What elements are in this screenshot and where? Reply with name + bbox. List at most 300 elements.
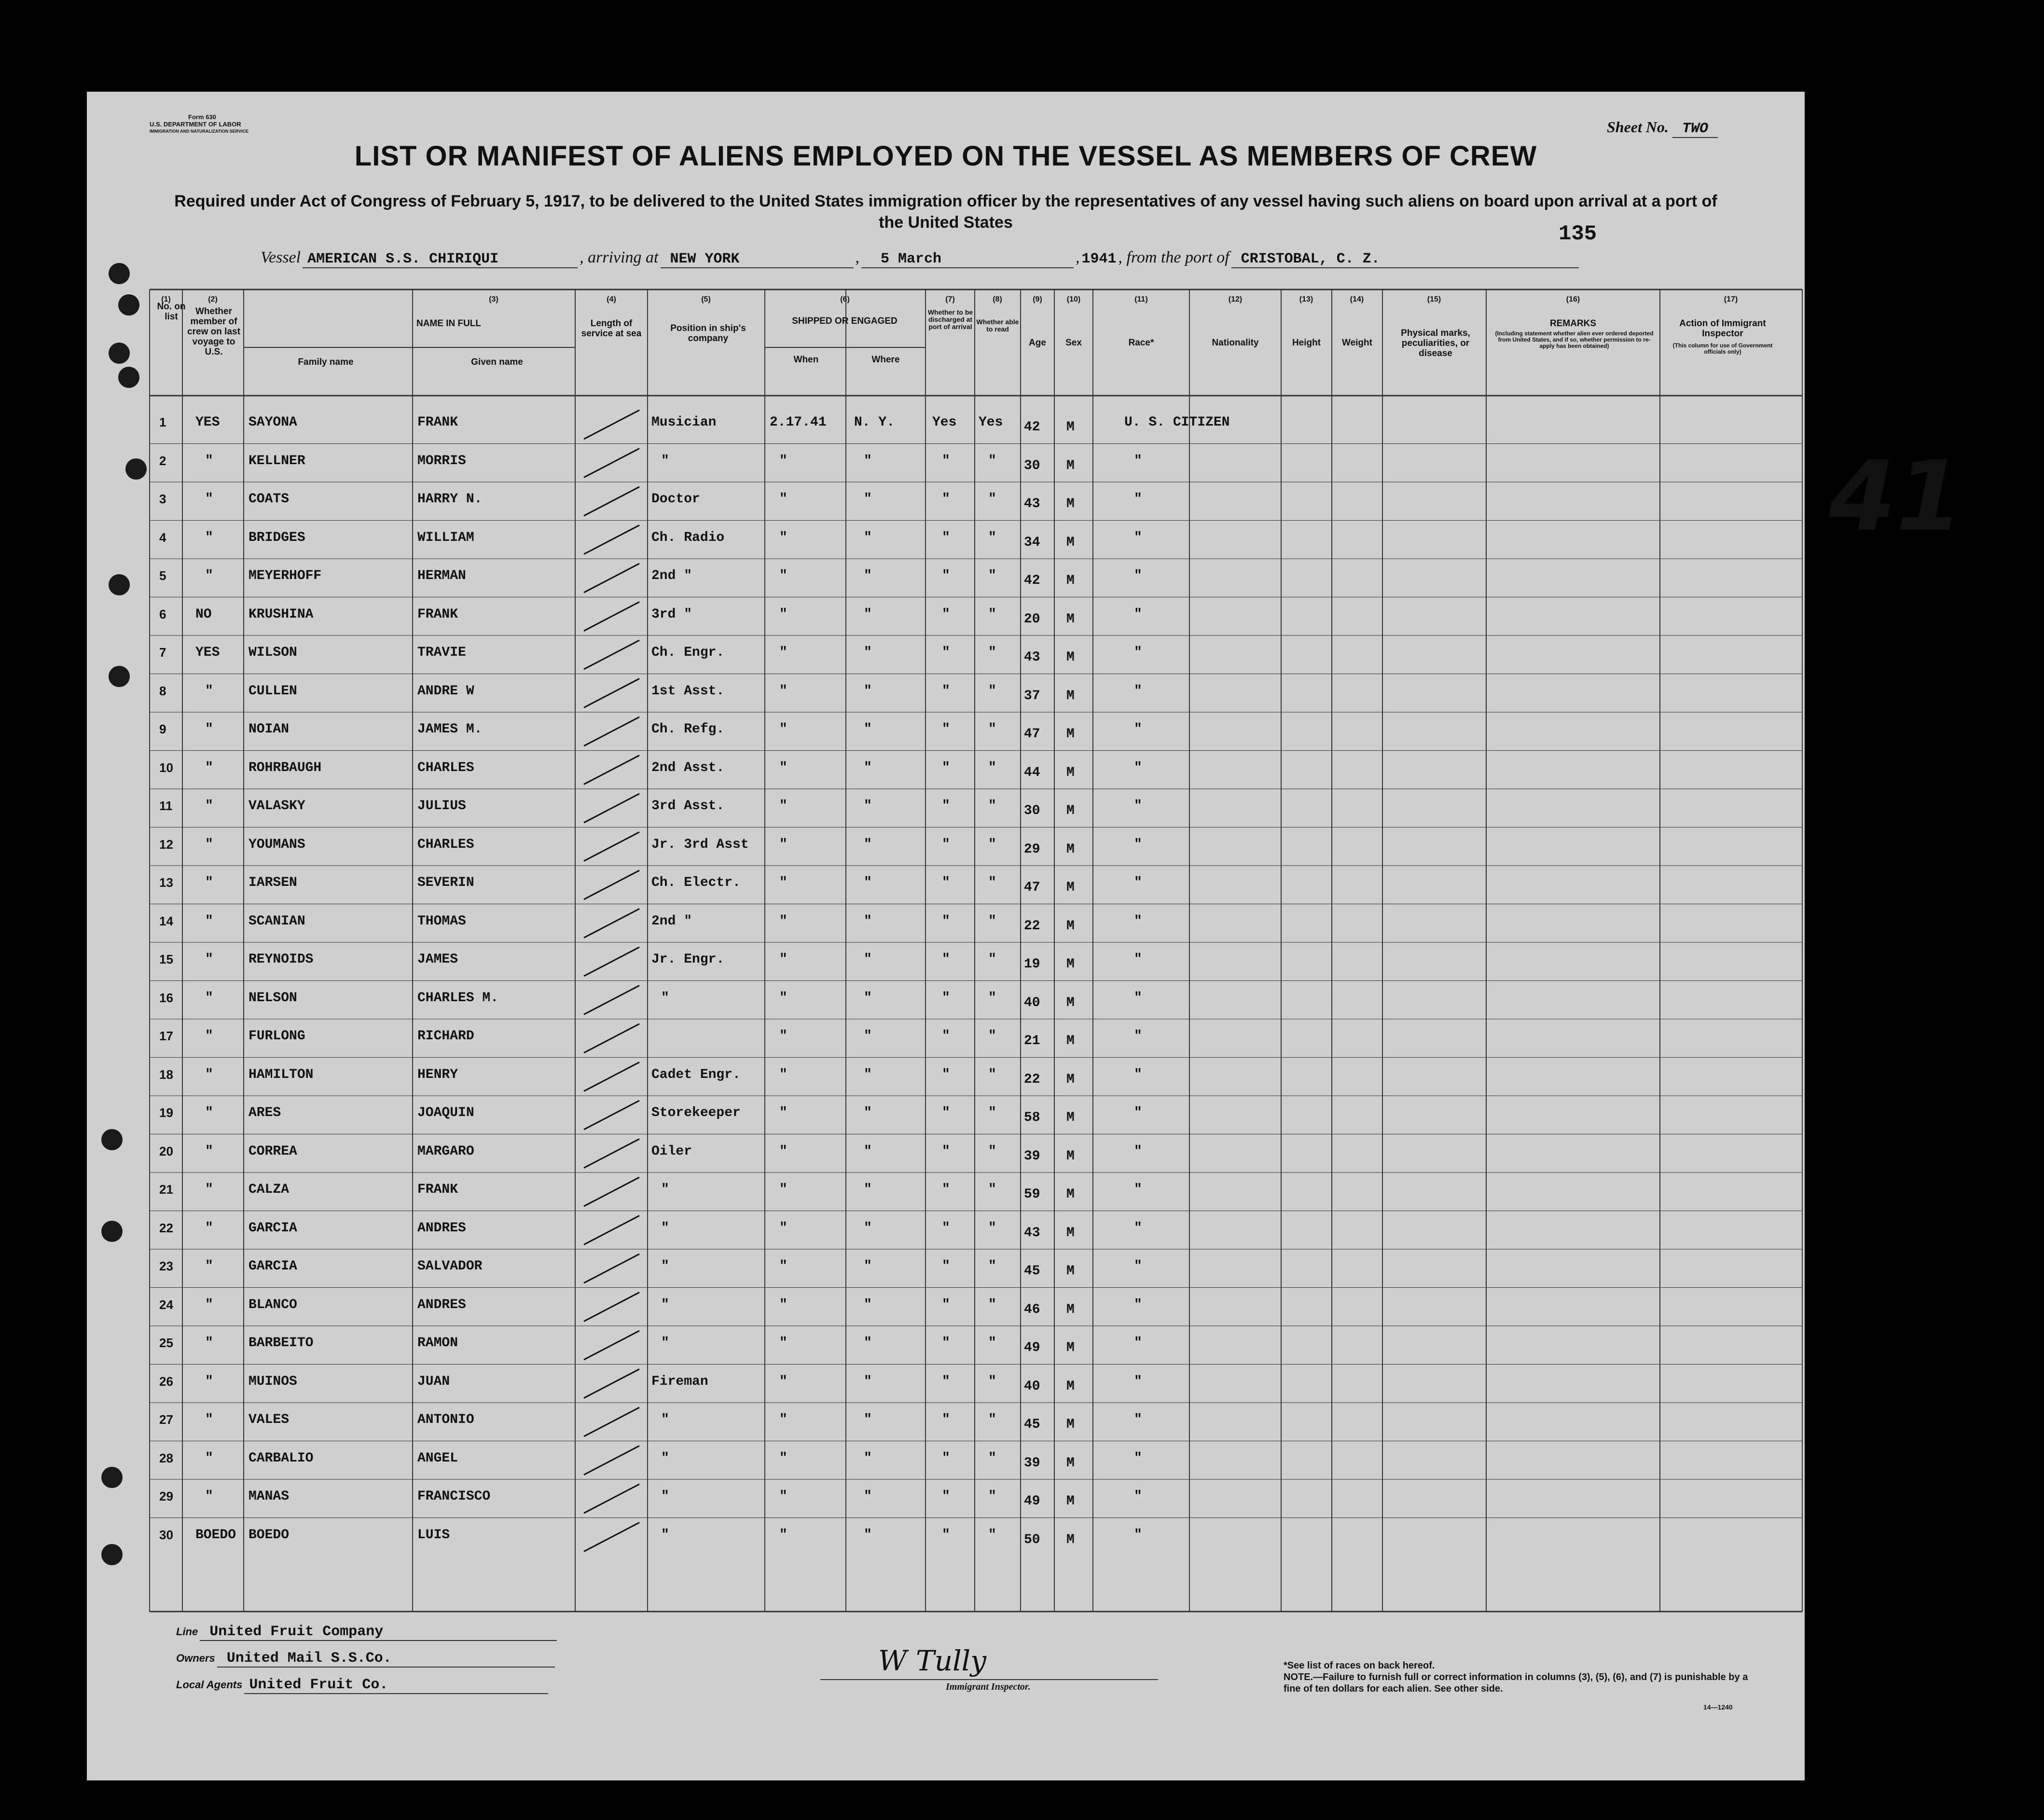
race: " [1134,1105,1142,1120]
previous-voyage: " [205,530,213,545]
age: 42 [1024,573,1040,588]
shipped-where: " [864,1029,872,1044]
shipped-when: " [779,1336,787,1351]
family-name: NELSON [249,990,297,1006]
discharged: " [942,1336,950,1351]
from-port-label: , from the port of [1118,248,1229,266]
owners-field [176,1650,555,1668]
discharged: " [942,568,950,583]
service-slash-mark [584,909,639,938]
able-to-read: " [988,837,996,852]
position: " [661,1450,669,1466]
sex: M [1066,1494,1075,1509]
age: 19 [1024,957,1040,972]
row-number: 14 [159,913,173,928]
discharged: " [942,837,950,852]
service-slash-mark [584,1484,639,1513]
col-weight-header: Weight [1342,338,1372,348]
col-action-header: Action of Immigrant Inspector [1679,318,1766,339]
given-name: MORRIS [417,453,466,469]
col-where-header: Where [871,355,900,365]
family-name: CARBALIO [249,1450,314,1466]
previous-voyage: " [205,1067,213,1082]
previous-voyage: " [205,1297,213,1312]
shipped-where: " [864,837,872,852]
age: 21 [1024,1034,1040,1048]
position: Fireman [651,1374,708,1389]
given-name: ANTONIO [417,1412,474,1427]
age: 45 [1024,1417,1040,1432]
race: " [1134,1489,1142,1504]
service-slash-mark [584,525,639,554]
sex: M [1066,688,1075,703]
age: 39 [1024,1455,1040,1471]
sex: M [1066,420,1075,435]
position: Doctor [651,492,700,507]
shipped-where: " [864,1105,872,1120]
shipped-where: " [864,1374,872,1389]
position: Storekeeper [651,1105,741,1120]
column-number: (12) [1228,295,1243,303]
inspector-signature-line [820,1644,1158,1680]
previous-voyage: YES [195,415,220,430]
age: 47 [1024,880,1040,895]
position: Ch. Radio [651,530,725,545]
discharged: " [942,1412,950,1427]
position: 2nd " [651,568,692,583]
given-name: FRANK [417,415,458,430]
sex: M [1066,1225,1075,1241]
given-name: HENRY [417,1067,458,1082]
position: " [661,1259,669,1274]
agents-field [176,1677,548,1694]
sex: M [1066,1417,1075,1432]
given-name: MARGARO [417,1144,474,1159]
age: 47 [1024,727,1040,742]
sheet-number-value: TWO [1672,121,1718,138]
shipped-when: " [779,530,787,545]
arrival-year: 1941 [1081,251,1117,267]
given-name: JOAQUIN [417,1105,474,1120]
discharged: " [942,1374,950,1389]
col-name-header: NAME IN FULL [416,318,482,329]
discharged: " [942,1144,950,1159]
row-number: 12 [159,837,173,852]
col-height-header: Height [1292,338,1321,348]
column-number: (14) [1350,295,1364,303]
column-number: (1) [161,295,171,303]
family-name: BRIDGES [249,530,305,545]
inspector-label: Immigrant Inspector. [946,1682,1031,1692]
family-name: REYNOIDS [249,952,314,967]
stamp-number: 135 [1559,222,1597,246]
previous-voyage: " [205,1182,213,1197]
row-number: 30 [159,1527,173,1542]
footnote [1284,1660,1766,1695]
row-number: 29 [159,1489,173,1503]
family-name: SAYONA [249,415,297,430]
sex: M [1066,765,1075,780]
age: 34 [1024,535,1040,550]
shipped-where: " [864,1067,872,1082]
shipped-when: " [779,607,787,622]
race: " [1134,760,1142,775]
previous-voyage: " [205,990,213,1006]
column-number: (4) [607,295,616,303]
position: 1st Asst. [651,683,725,699]
sex: M [1066,1034,1075,1048]
sex: M [1066,918,1075,934]
given-name: HARRY N. [417,492,483,507]
col-given-name-header: Given name [471,357,523,367]
previous-voyage: " [205,952,213,967]
row-number: 3 [159,492,166,506]
race: " [1134,1412,1142,1427]
previous-voyage: " [205,683,213,699]
given-name: LUIS [417,1527,450,1543]
row-number: 28 [159,1450,173,1465]
age: 46 [1024,1302,1040,1317]
race: " [1134,1297,1142,1312]
col-physical-header: Physical marks, peculiarities, or disease [1401,328,1470,358]
service-slash-mark [584,1254,639,1283]
race: " [1134,1144,1142,1159]
able-to-read: " [988,1029,996,1044]
given-name: JULIUS [417,799,466,813]
given-name: RAMON [417,1336,458,1351]
shipped-when: " [779,1220,787,1236]
row-number: 16 [159,990,173,1005]
family-name: CALZA [249,1182,290,1197]
discharged: Yes [932,415,957,430]
row-number: 20 [159,1144,173,1158]
service-slash-mark [584,1024,639,1053]
discharged: " [942,990,950,1006]
form-number: Form 630 [188,113,216,121]
race: " [1134,1336,1142,1351]
row-number: 2 [159,453,166,468]
previous-voyage: " [205,875,213,890]
previous-voyage: YES [195,645,220,660]
previous-voyage: BOEDO [195,1527,236,1543]
able-to-read: " [988,568,996,583]
shipped-when: " [779,568,787,583]
position: Jr. Engr. [651,952,725,967]
able-to-read: " [988,1067,996,1082]
race: " [1134,683,1142,699]
shipped-where: " [864,1489,872,1504]
given-name: FRANK [417,1182,458,1197]
race: " [1134,1450,1142,1466]
shipped-when: " [779,799,787,813]
shipped-where: " [864,568,872,583]
service-slash-mark [584,870,639,899]
discharged: " [942,607,950,622]
col-remarks-note: (Including statement whether alien ever ordered deported from United States, and if so, whether permission to re-apply has been obtained) [1495,330,1654,349]
position: 2nd Asst. [651,760,725,775]
given-name: ANGEL [417,1450,458,1466]
shipped-when: " [779,1412,787,1427]
discharged: " [942,722,950,737]
age: 30 [1024,458,1040,473]
position: Oiler [651,1144,692,1159]
race: " [1134,799,1142,813]
position: " [661,1182,669,1197]
discharged: " [942,1527,950,1543]
agents-label: Local Agents [176,1679,243,1691]
family-name: ROHRBAUGH [249,760,322,775]
family-name: CORREA [249,1144,297,1159]
vessel-name: AMERICAN S.S. CHIRIQUI [303,251,578,268]
family-name: BLANCO [249,1297,297,1312]
shipped-when: " [779,1489,787,1504]
race: " [1134,913,1142,929]
shipped-when: " [779,1144,787,1159]
service-slash-mark [584,564,639,593]
family-name: VALASKY [249,799,305,813]
col-when-header: When [793,355,819,365]
col-service-header: Length of service at sea [581,318,642,339]
column-number: (11) [1134,295,1148,303]
shipped-where: " [864,1450,872,1466]
shipped-where: " [864,492,872,507]
able-to-read: " [988,1336,996,1351]
row-number: 10 [159,760,173,775]
age: 22 [1024,918,1040,934]
col-read-header: Whether able to read [976,318,1019,333]
able-to-read: " [988,607,996,622]
row-number: 1 [159,415,166,429]
position: " [661,1297,669,1312]
discharged: " [942,453,950,469]
shipped-where: " [864,1412,872,1427]
position: Cadet Engr. [651,1067,741,1082]
shipped-where: " [864,607,872,622]
given-name: JAMES M. [417,722,483,737]
owners-value: United Mail S.S.Co. [217,1650,555,1668]
given-name: ANDRES [417,1220,466,1236]
discharged: " [942,1489,950,1504]
age: 45 [1024,1264,1040,1279]
shipped-when: " [779,990,787,1006]
family-name: MEYERHOFF [249,568,322,583]
able-to-read: " [988,913,996,929]
shipped-where: " [864,530,872,545]
sex: M [1066,1264,1075,1279]
row-number: 11 [159,799,173,813]
able-to-read: " [988,952,996,967]
age: 43 [1024,496,1040,511]
previous-voyage: " [205,1374,213,1389]
owners-label: Owners [176,1652,215,1664]
race: " [1134,1182,1142,1197]
sex: M [1066,573,1075,588]
shipped-when: " [779,1297,787,1312]
shipped-when: " [779,1527,787,1543]
given-name: ANDRE W [417,683,474,699]
discharged: " [942,913,950,929]
age: 30 [1024,803,1040,818]
race: " [1134,1527,1142,1543]
given-name: FRANCISCO [417,1489,491,1504]
race: " [1134,1220,1142,1236]
previous-voyage: " [205,1259,213,1274]
vessel-line: Vessel AMERICAN S.S. CHIRIQUI , arriving at NEW YORK , 5 March , 1941 , from the port of CRISTOBAL, C. Z. [261,248,1708,268]
sex: M [1066,727,1075,742]
document-title: LIST OR MANIFEST OF ALIENS EMPLOYED ON THE VESSEL AS MEMBERS OF CREW [354,140,1537,172]
inspector-signature: W Tully [878,1644,986,1677]
family-name: NOIAN [249,722,290,737]
column-number: (17) [1724,295,1738,303]
discharged: " [942,875,950,890]
family-name: KELLNER [249,453,305,469]
race: " [1134,722,1142,737]
given-name: WILLIAM [417,530,474,545]
col-race-header: Race* [1128,338,1154,348]
line-value: United Fruit Company [200,1624,557,1641]
service-slash-mark [584,1446,639,1475]
discharged: " [942,1297,950,1312]
service-slash-mark [584,487,639,516]
race: " [1134,990,1142,1006]
discharged: " [942,492,950,507]
column-number: (3) [489,295,498,303]
row-number: 23 [159,1259,173,1273]
sex: M [1066,611,1075,627]
previous-voyage: " [205,1336,213,1351]
given-name: ANDRES [417,1297,466,1312]
shipped-when: " [779,760,787,775]
discharged: " [942,1029,950,1044]
row-number: 8 [159,683,166,698]
column-number: (9) [1033,295,1042,303]
sex: M [1066,1379,1075,1394]
position: 3rd " [651,607,692,622]
race: " [1134,837,1142,852]
service-slash-mark [584,756,639,785]
sex: M [1066,1302,1075,1317]
race: " [1134,1029,1142,1044]
column-number: (10) [1066,295,1081,303]
shipped-where: " [864,1297,872,1312]
shipped-where: N. Y. [854,415,895,430]
form-service: IMMIGRATION AND NATURALIZATION SERVICE [150,129,249,134]
previous-voyage: " [205,722,213,737]
age: 40 [1024,1379,1040,1394]
family-name: MANAS [249,1489,290,1504]
discharged: " [942,645,950,660]
vessel-label: Vessel [261,248,301,266]
row-number: 24 [159,1297,173,1312]
sex: M [1066,1532,1075,1547]
service-slash-mark [584,1101,639,1130]
sex: M [1066,650,1075,665]
able-to-read: " [988,760,996,775]
column-number: (15) [1427,295,1441,303]
given-name: SALVADOR [417,1259,483,1274]
shipped-when: " [779,1105,787,1120]
row-number: 22 [159,1220,173,1235]
discharged: " [942,1450,950,1466]
shipped-when: " [779,1374,787,1389]
sex: M [1066,1187,1075,1202]
given-name: SEVERIN [417,875,474,890]
family-name: GARCIA [249,1259,297,1274]
able-to-read: " [988,1259,996,1274]
able-to-read: " [988,1144,996,1159]
previous-voyage: " [205,913,213,929]
family-name: FURLONG [249,1029,305,1044]
given-name: CHARLES M. [417,990,499,1006]
previous-voyage: " [205,1029,213,1044]
column-number: (7) [945,295,955,303]
row-number: 17 [159,1029,173,1043]
able-to-read: " [988,875,996,890]
previous-voyage: " [205,1144,213,1159]
row-number: 4 [159,530,166,545]
service-slash-mark [584,449,639,478]
sheet-number-label: Sheet No. [1607,118,1669,136]
service-slash-mark [584,1369,639,1398]
able-to-read: " [988,492,996,507]
discharged: " [942,952,950,967]
able-to-read: " [988,799,996,813]
sex: M [1066,1455,1075,1471]
service-slash-mark [584,1523,639,1552]
shipped-where: " [864,952,872,967]
service-slash-mark [584,1062,639,1091]
service-slash-mark [584,1139,639,1168]
age: 39 [1024,1148,1040,1164]
margin-mark: 41 [1829,441,1963,553]
row-number: 19 [159,1105,173,1120]
shipped-where: " [864,760,872,775]
shipped-when: " [779,492,787,507]
sex: M [1066,535,1075,550]
arrival-date: 5 March [861,251,1074,268]
family-name: BARBEITO [249,1336,314,1351]
column-number: (8) [993,295,1002,303]
race: " [1134,568,1142,583]
previous-voyage: " [205,837,213,852]
given-name: THOMAS [417,913,466,929]
col-nationality-header: Nationality [1212,338,1259,348]
sex: M [1066,841,1075,857]
arrival-port: NEW YORK [661,251,854,268]
discharged: " [942,530,950,545]
previous-voyage: " [205,799,213,813]
given-name: RICHARD [417,1029,474,1044]
able-to-read: " [988,1182,996,1197]
sex: M [1066,496,1075,511]
discharged: " [942,1182,950,1197]
service-slash-mark [584,1177,639,1206]
sex: M [1066,458,1075,473]
age: 29 [1024,841,1040,857]
position: " [661,1489,669,1504]
age: 59 [1024,1187,1040,1202]
age: 43 [1024,1225,1040,1241]
column-number: (5) [701,295,711,303]
service-slash-mark [584,1407,639,1436]
discharged: " [942,799,950,813]
column-number: (16) [1566,295,1580,303]
race: " [1134,952,1142,967]
able-to-read: " [988,1374,996,1389]
family-name: MUINOS [249,1374,297,1389]
discharged: " [942,1067,950,1082]
position: " [661,1220,669,1236]
